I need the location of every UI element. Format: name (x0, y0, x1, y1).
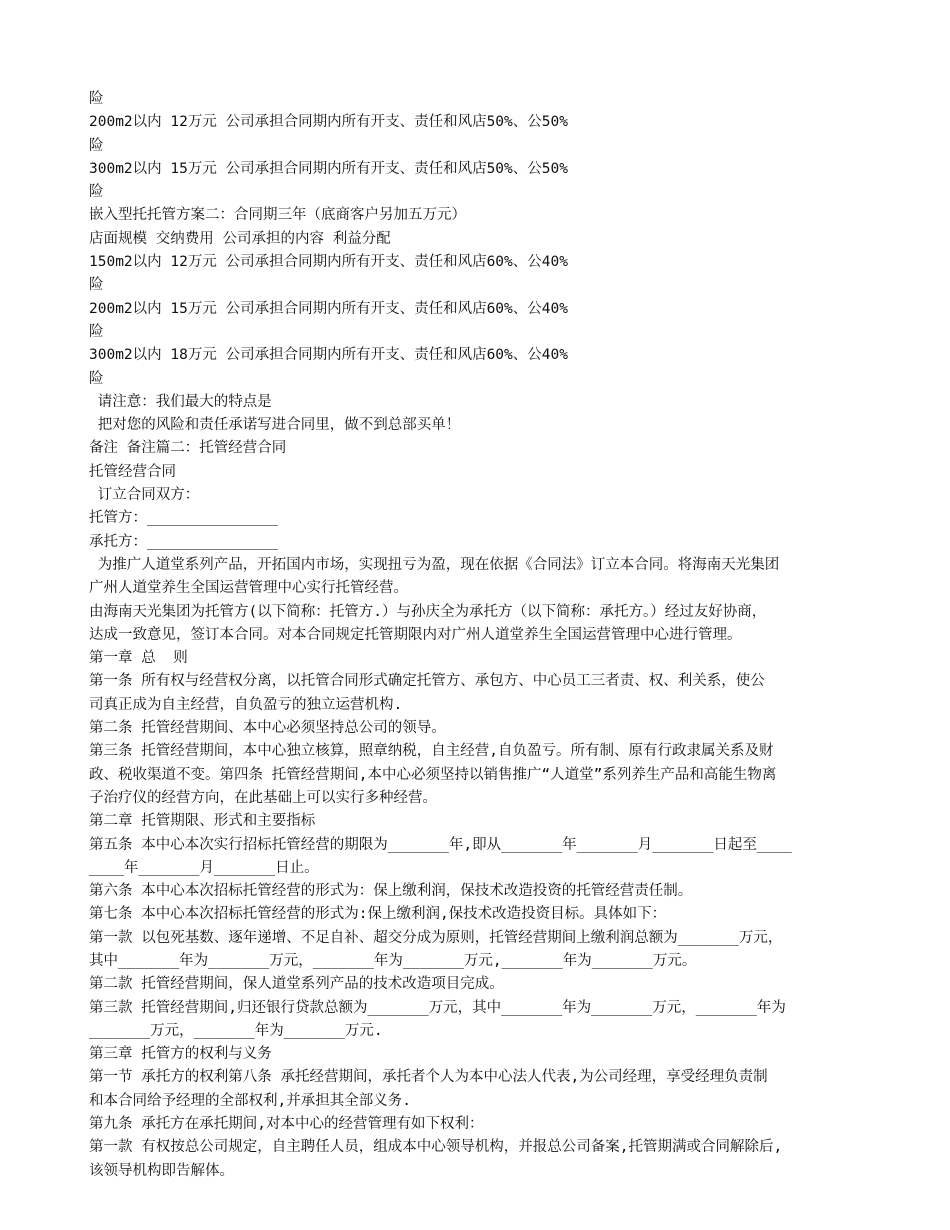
text-line: 第九条 承托方在承托期间,对本中心的经营管理有如下权利： (89, 1116, 484, 1133)
text-line: _______万元，_______年为_______万元. (89, 1022, 383, 1039)
text-line: 政、税收渠道不变。第四条 托管经营期间,本中心必须坚持以销售推广“人道堂”系列养生产品和高能生物离 (89, 766, 777, 783)
text-line: 200m2以内 12万元 公司承担合同期内所有开支、责任和风店50%、公50% (89, 114, 568, 131)
text-line: ____年_______月_______日止。 (89, 859, 319, 876)
text-line: 险 (89, 137, 104, 154)
text-line: 险 (89, 91, 104, 107)
text-line: 第一条 所有权与经营权分离，以托管合同形式确定托管方、承包方、中心员工三者责、权、利关系，使公 (89, 673, 765, 690)
text-line: 第二章 托管期限、形式和主要指标 (89, 813, 316, 830)
text-line: 险 (89, 184, 104, 201)
text-line: 第三款 托管经营期间,归还银行贷款总额为_______万元，其中_______年为_______万元，_______年为 (89, 999, 786, 1016)
text-line: 第七条 本中心本次招标托管经营的形式为:保上缴利润,保技术改造投资目标。具体如下： (89, 906, 667, 923)
text-line: 请注意：我们最大的特点是 (89, 393, 272, 410)
text-line: 由海南天光集团为托管方(以下简称：托管方.）与孙庆全为承托方（以下简称：承托方。）经过友好协商， (89, 603, 767, 620)
text-line: 第二条 托管经营期间、本中心必须坚持总公司的领导。 (89, 720, 446, 737)
text-line: 订立合同双方： (89, 487, 200, 504)
text-line: 险 (89, 323, 104, 340)
text-line: 第一款 有权按总公司规定，自主聘任人员，组成本中心领导机构，并报总公司备案,托管期满或合同解除后, (89, 1139, 783, 1156)
text-line: 承托方：_______________ (89, 533, 278, 550)
text-line: 店面规模 交纳费用 公司承担的内容 利益分配 (89, 230, 391, 247)
text-line: 和本合同给予经理的全部权利,并承担其全部义务. (89, 1092, 411, 1109)
text-line: 第一章 总 则 (89, 650, 188, 667)
text-line: 广州人道堂养生全国运营管理中心实行托管经营。 (89, 580, 408, 597)
text-line: 该领导机构即告解体。 (89, 1162, 234, 1179)
text-line: 第三条 托管经营期间，本中心独立核算，照章纳税，自主经营,自负盈亏。所有制、原有行政隶属关系及财 (89, 743, 774, 760)
text-line: 200m2以内 15万元 公司承担合同期内所有开支、责任和风店60%、公40% (89, 300, 568, 317)
text-line: 第二款 托管经营期间，保人道堂系列产品的技术改造项目完成。 (89, 976, 504, 993)
text-line: 备注 备注篇二：托管经营合同 (89, 440, 287, 457)
text-line: 险 (89, 277, 104, 294)
text-line: 托管方：_______________ (89, 510, 278, 527)
text-line: 子治疗仪的经营方向，在此基础上可以实行多种经营。 (89, 789, 437, 806)
text-line: 嵌入型托托管方案二：合同期三年（底商客户另加五万元） (89, 207, 466, 224)
text-line: 150m2以内 12万元 公司承担合同期内所有开支、责任和风店60%、公40% (89, 254, 568, 271)
text-line: 第三章 托管方的权利与义务 (89, 1046, 272, 1063)
text-line: 300m2以内 15万元 公司承担合同期内所有开支、责任和风店50%、公50% (89, 160, 568, 177)
text-line: 第六条 本中心本次招标托管经营的形式为：保上缴利润，保技术改造投资的托管经营责任制。 (89, 883, 693, 900)
text-line: 其中_______年为_______万元，_______年为_______万元,_______年为_______万元。 (89, 952, 697, 969)
text-line: 第五条 本中心本次实行招标托管经营的期限为_______年,即从_______年_______月_______日起至____ (89, 836, 792, 853)
text-line: 为推广人道堂系列产品，开拓国内市场，实现扭亏为盈，现在依据《合同法》订立本合同。将海南天光集团 (89, 556, 780, 573)
text-line: 司真正成为自主经营，自负盈亏的独立运营机构. (89, 696, 403, 713)
text-line: 托管经营合同 (89, 463, 176, 480)
text-line: 把对您的风险和责任承诺写进合同里，做不到总部买单！ (89, 417, 461, 434)
text-line: 300m2以内 18万元 公司承担合同期内所有开支、责任和风店60%、公40% (89, 347, 568, 364)
text-line: 第一节 承托方的权利第八条 承托经营期间，承托者个人为本中心法人代表,为公司经理，享受经理负责制 (89, 1069, 768, 1086)
text-line: 险 (89, 370, 104, 387)
text-line: 达成一致意见，签订本合同。对本合同规定托管期限内对广州人道堂养生全国运营管理中心进行管理。 (89, 626, 742, 643)
text-line: 第一款 以包死基数、逐年递增、不足自补、超交分成为原则，托管经营期间上缴利润总额为_______万元， (89, 929, 783, 946)
